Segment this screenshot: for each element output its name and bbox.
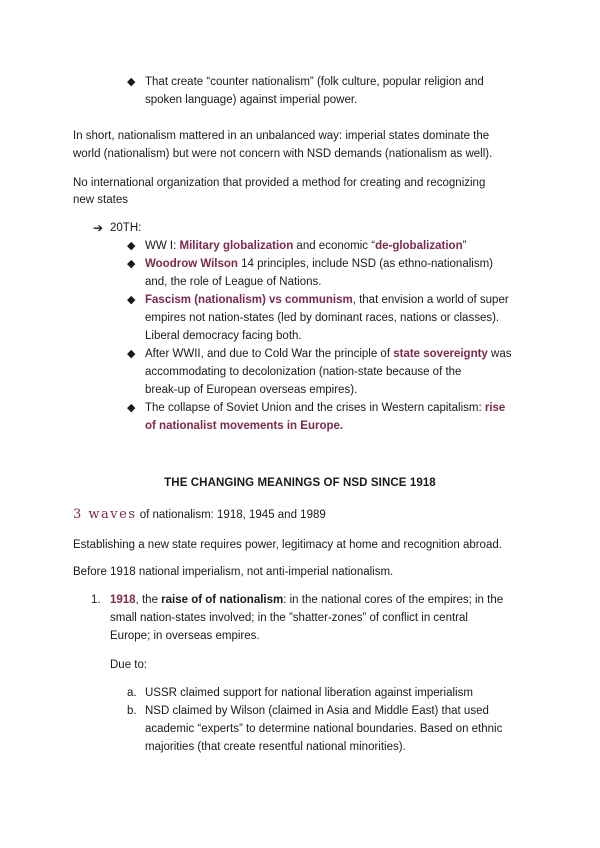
item-wwii-line3: break-up of European overseas empires). bbox=[145, 384, 358, 396]
list1-line3: Europe; in overseas empires. bbox=[110, 630, 260, 642]
due-to-label: Due to: bbox=[110, 659, 148, 671]
diamond-bullet-icon: ◆ bbox=[127, 76, 136, 88]
sub-label-a: a. bbox=[127, 687, 137, 699]
arrow-right-icon: ➔ bbox=[93, 221, 104, 235]
item-wwii-line1: After WWII, and due to Cold War the principle of state sovereignty was bbox=[145, 348, 512, 360]
list1-line1: 1918, the raise of of nationalism: in the national cores of the empires; in the bbox=[110, 594, 504, 606]
item-wilson-line1: Woodrow Wilson 14 principles, include NSD (as ethno-nationalism) bbox=[145, 258, 493, 270]
diamond-bullet-icon: ◆ bbox=[127, 294, 136, 306]
item-wwi: WW I: Military globalization and economic “de-globalization” bbox=[145, 240, 467, 252]
diamond-bullet-icon: ◆ bbox=[127, 348, 136, 360]
century-label: 20TH: bbox=[110, 222, 142, 234]
item-soviet-line1: The collapse of Soviet Union and the crises in Western capitalism: rise bbox=[145, 402, 506, 414]
section-heading: THE CHANGING MEANINGS OF NSD SINCE 1918 bbox=[164, 477, 436, 489]
list1-line2: small nation-states involved; in the ”shatter-zones” of conflict in central bbox=[110, 612, 468, 624]
sub-label-b: b. bbox=[127, 705, 137, 717]
item-fascism-line1: Fascism (nationalism) vs communism, that envision a world of super bbox=[145, 294, 509, 306]
bullet-top-line1: That create “counter nationalism” (folk culture, popular religion and bbox=[145, 76, 484, 88]
diamond-bullet-icon: ◆ bbox=[127, 402, 136, 414]
para3: Establishing a new state requires power, legitimacy at home and recognition abroad. bbox=[73, 539, 502, 551]
item-fascism-line3: Liberal democracy facing both. bbox=[145, 330, 302, 342]
para4: Before 1918 national imperialism, not anti-imperial nationalism. bbox=[73, 566, 394, 578]
para2-line1: No international organization that provided a method for creating and recognizing bbox=[73, 177, 486, 189]
diamond-bullet-icon: ◆ bbox=[127, 258, 136, 270]
item-soviet-line2: of nationalist movements in Europe. bbox=[145, 420, 344, 432]
sub-b-line2: academic “experts” to determine national boundaries. Based on ethnic bbox=[145, 723, 503, 735]
item-wilson-line2: and, the role of League of Nations. bbox=[145, 276, 322, 288]
para2-line2: new states bbox=[73, 194, 128, 206]
sub-a-text: USSR claimed support for national liberation against imperialism bbox=[145, 687, 473, 699]
diamond-bullet-icon: ◆ bbox=[127, 240, 136, 252]
waves-line: 3 waves of nationalism: 1918, 1945 and 1989 bbox=[73, 507, 326, 522]
item-wwii-line2: accommodating to decolonization (nation-state because of the bbox=[145, 366, 462, 378]
para1-line1: In short, nationalism mattered in an unbalanced way: imperial states dominate the bbox=[73, 130, 490, 142]
sub-b-line1: NSD claimed by Wilson (claimed in Asia and Middle East) that used bbox=[145, 705, 489, 717]
bullet-top-line2: spoken language) against imperial power. bbox=[145, 94, 358, 106]
list-number: 1. bbox=[91, 594, 101, 606]
para1-line2: world (nationalism) but were not concern with NSD demands (nationalism as well). bbox=[73, 148, 493, 160]
sub-b-line3: majorities (that create resentful national minorities). bbox=[145, 741, 406, 753]
item-fascism-line2: empires not nation-states (led by dominant races, nations or classes). bbox=[145, 312, 500, 324]
